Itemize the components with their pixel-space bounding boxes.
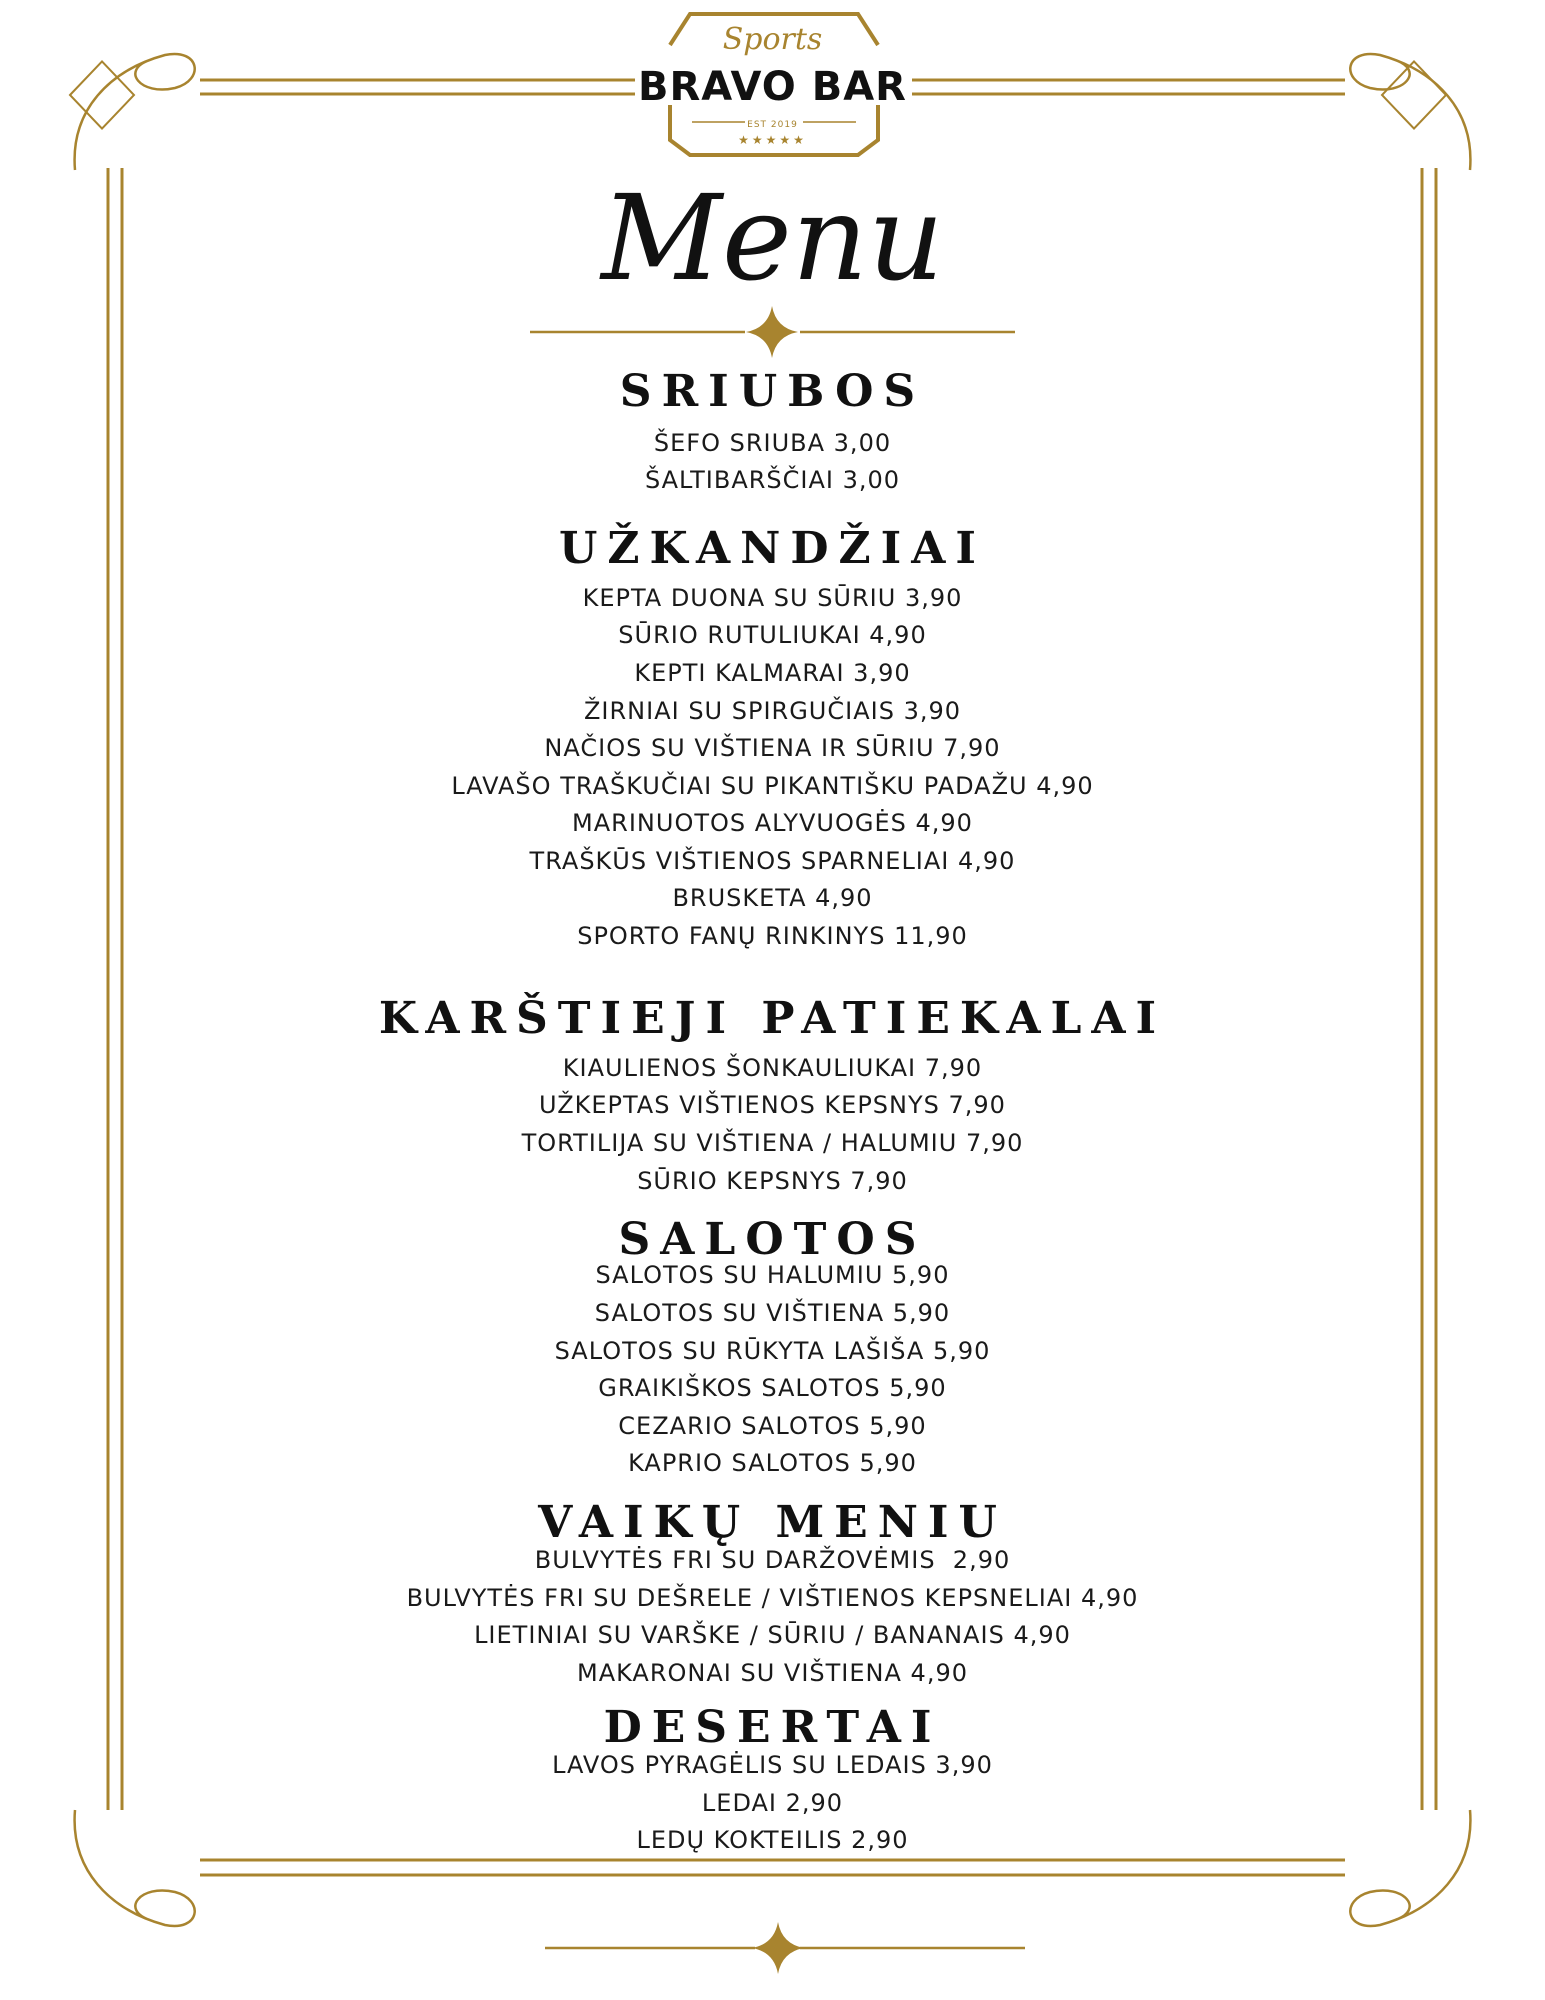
logo-script: Sports: [722, 22, 823, 57]
menu-item: MAKARONAI SU VIŠTIENA 4,90: [576, 1659, 968, 1687]
menu-item: UŽKEPTAS VIŠTIENOS KEPSNYS 7,90: [539, 1091, 1006, 1119]
section-title: UŽKANDŽIAI: [559, 523, 986, 574]
menu-item: SPORTO FANŲ RINKINYS 11,90: [577, 922, 968, 950]
menu-item: LIETINIAI SU VARŠKE / SŪRIU / BANANAIS 4,90: [474, 1621, 1071, 1649]
menu-item: LEDAI 2,90: [701, 1789, 844, 1817]
menu-item: SALOTOS SU HALUMIU 5,90: [595, 1261, 950, 1289]
menu-item: MARINUOTOS ALYVUOGĖS 4,90: [572, 809, 973, 837]
menu-item: SALOTOS SU RŪKYTA LAŠIŠA 5,90: [554, 1337, 991, 1365]
menu-item: SŪRIO RUTULIUKAI 4,90: [618, 621, 927, 649]
menu-item: KAPRIO SALOTOS 5,90: [628, 1449, 917, 1477]
menu-item: SŪRIO KEPSNYS 7,90: [637, 1167, 908, 1195]
menu-item: KIAULIENOS ŠONKAULIUKAI 7,90: [562, 1054, 983, 1082]
menu-item: LEDŲ KOKTEILIS 2,90: [636, 1826, 909, 1854]
logo-name: BRAVO BAR: [638, 64, 907, 110]
menu-item: SALOTOS SU VIŠTIENA 5,90: [594, 1299, 951, 1327]
menu-item: NAČIOS SU VIŠTIENA IR SŪRIU 7,90: [544, 734, 1001, 762]
section-title: KARŠTIEJI PATIEKALAI: [378, 993, 1167, 1044]
menu-item: GRAIKIŠKOS SALOTOS 5,90: [598, 1374, 947, 1402]
menu-item: LAVOS PYRAGĖLIS SU LEDAIS 3,90: [552, 1751, 993, 1779]
menu-item: CEZARIO SALOTOS 5,90: [618, 1412, 927, 1440]
section-title: DESERTAI: [603, 1702, 942, 1753]
menu-item: KEPTA DUONA SU SŪRIU 3,90: [582, 584, 963, 612]
logo-stars: ★★★★★: [738, 133, 807, 147]
menu-item: TRAŠKŪS VIŠTIENOS SPARNELIAI 4,90: [529, 847, 1016, 875]
menu-item: BULVYTĖS FRI SU DEŠRELE / VIŠTIENOS KEPSNELIAI 4,90: [406, 1584, 1139, 1612]
section-title: SRIUBOS: [619, 366, 926, 417]
menu-item: LAVAŠO TRAŠKUČIAI SU PIKANTIŠKU PADAŽU 4,90: [451, 772, 1094, 800]
menu-item: ŠEFO SRIUBA 3,00: [653, 429, 892, 457]
menu-item: ŠALTIBARŠČIAI 3,00: [644, 466, 901, 494]
page-title: Menu: [601, 169, 944, 307]
section-title: SALOTOS: [618, 1214, 927, 1265]
menu-item: BRUSKETA 4,90: [672, 884, 873, 912]
section-title: VAIKŲ MENIU: [538, 1497, 1007, 1548]
menu-item: BULVYTĖS FRI SU DARŽOVĖMIS 2,90: [534, 1546, 1011, 1574]
logo-est: EST 2019: [747, 120, 798, 130]
menu-item: KEPTI KALMARAI 3,90: [634, 659, 911, 687]
menu-item: TORTILIJA SU VIŠTIENA / HALUMIU 7,90: [521, 1129, 1024, 1157]
menu-item: ŽIRNIAI SU SPIRGUČIAIS 3,90: [583, 697, 962, 725]
